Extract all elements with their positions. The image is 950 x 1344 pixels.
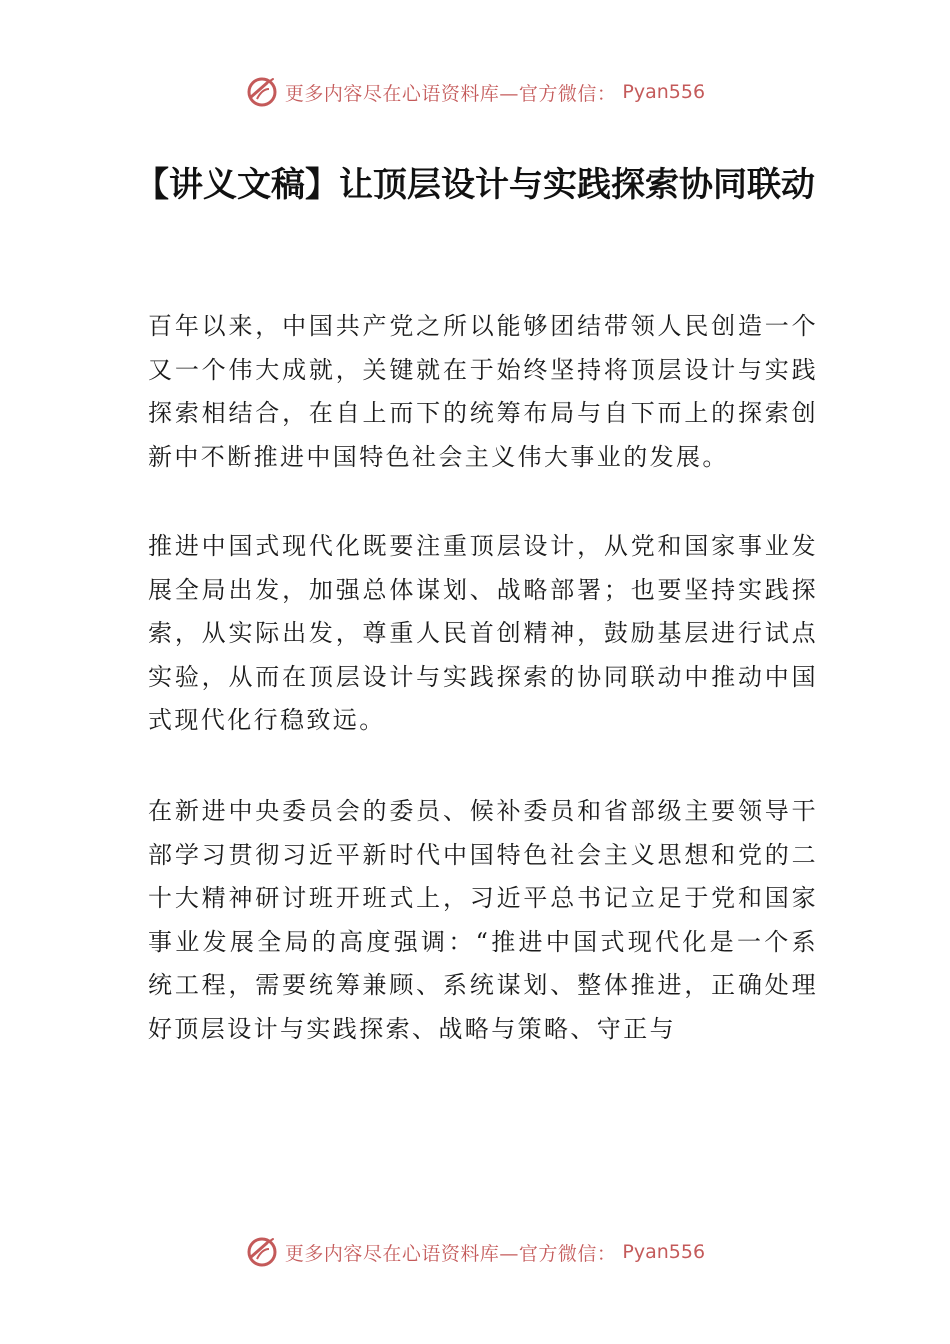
header-watermark-banner [0,72,950,112]
banner-wechat-id: Pyan556 [622,1241,706,1263]
banner-text: 更多内容尽在心语资料库—官方微信： [284,82,617,105]
brand-logo-icon [245,75,279,109]
paragraph-3: 在新进中央委员会的委员、候补委员和省部级主要领导干部学习贯彻习近平新时代中国特色社会主义思想和党的二十大精神研讨班开班式上，习近平总书记立足于党和国家事业发展全局的高度强调：“推进中国式现代化是一个系统工程，需要统筹兼顾、系统谋划、整体推进，正确处理好顶层设计与实践探索、战略与策略、守正与 [148,797,818,1043]
banner-wechat-id: Pyan556 [622,81,706,103]
brand-logo-icon [245,1235,279,1269]
paragraph-1: 百年以来，中国共产党之所以能够团结带领人民创造一个又一个伟大成就，关键就在于始终坚持将顶层设计与实践探索相结合，在自上而下的统筹布局与自下而上的探索创新中不断推进中国特色社会主义伟大事业的发展。 [148,312,818,471]
footer-watermark-banner [0,1232,950,1272]
document-title: 【讲义文稿】让顶层设计与实践探索协同联动 [135,165,815,205]
paragraph-2: 推进中国式现代化既要注重顶层设计，从党和国家事业发展全局出发，加强总体谋划、战略部署；也要坚持实践探索，从实际出发，尊重人民首创精神，鼓励基层进行试点实验，从而在顶层设计与实践探索的协同联动中推动中国式现代化行稳致远。 [148,532,818,734]
banner-text: 更多内容尽在心语资料库—官方微信： [284,1242,617,1265]
